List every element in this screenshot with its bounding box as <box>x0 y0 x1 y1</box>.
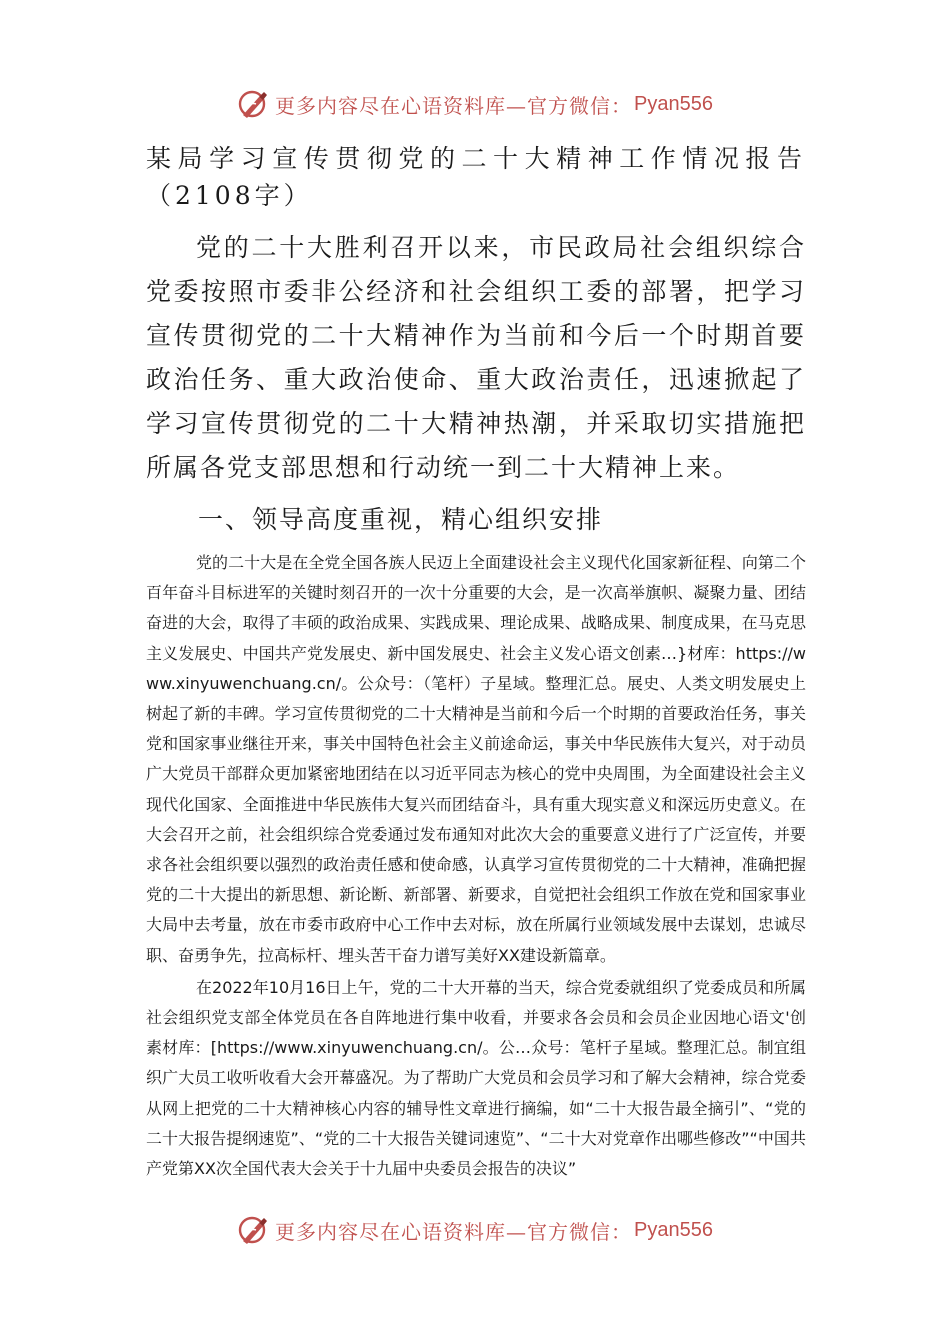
section-heading-1: 一、领导高度重视，精心组织安排 <box>198 505 604 534</box>
footer-banner <box>0 1210 950 1250</box>
banner-text: 更多内容尽在心语资料库—官方微信： <box>275 1219 633 1244</box>
lead-paragraph: 党的二十大胜利召开以来，市民政局社会组织综合党委按照市委非公经济和社会组织工委的部署，把学习宣传贯彻党的二十大精神作为当前和今后一个时期首要政治任务、重大政治使命、重大政治责任，迅速掀起了学习宣传贯彻党的二十大精神热潮，并采取切实措施把所属各党支部思想和行动统一到二十大精神上来。 <box>146 233 806 482</box>
banner-wechat-id: Pyan556 <box>634 92 713 115</box>
document-title: 某局学习宣传贯彻党的二十大精神工作情况报告（2108字） <box>146 144 806 210</box>
body-paragraph-1: 党的二十大是在全党全国各族人民迈上全面建设社会主义现代化国家新征程、向第二个百年奋斗目标进军的关键时刻召开的一次十分重要的大会，是一次高举旗帜、凝聚力量、团结奋进的大会，取得了丰硕的政治成果、实践成果、理论成果、战略成果、制度成果，在马克思主义发展史、中国共产党发展史、新中国发展史、社会主义发心语文创素…}材库：https://www.xinyuwenchuang.cn/。公众号：（笔杆）子星域。整理汇总。展史、人类文明发展史上树起了新的丰碑。学习宣传贯彻党的二十大精神是当前和今后一个时期的首要政治任务，事关党和国家事业继往开来，事关中国特色社会主义前途命运，事关中华民族伟大复兴，对于动员广大党员干部群众更加紧密地团结在以习近平同志为核心的党中央周围，为全面建设社会主义现代化国家、全面推进中华民族伟大复兴而团结奋斗，具有重大现实意义和深远历史意义。在大会召开之前，社会组织综合党委通过发布通知对此次大会的重要意义进行了广泛宣传，并要求各社会组织要以强烈的政治责任感和使命感，认真学习宣传贯彻党的二十大精神，准确把握党的二十大提出的新思想、新论断、新部署、新要求，自觉把社会组织工作放在党和国家事业大局中去考量，放在市委市政府中心工作中去对标，放在所属行业领域发展中去谋划，忠诚尽职、奋勇争先，拉高标杆、埋头苦干奋力谱写美好XX建设新篇章。 <box>146 553 806 965</box>
header-banner <box>0 84 950 124</box>
body-paragraph-2: 在2022年10月16日上午，党的二十大开幕的当天，综合党委就组织了党委成员和所属社会组织党支部全体党员在各自阵地进行集中收看，并要求各会员和会员企业因地心语文'创素材库：[https://www.xinyuwenchuang.cn/。公…众号：笔杆子星域。整理汇总。制宜组织广大员工收听收看大会开幕盛况。为了帮助广大党员和会员学习和了解大会精神，综合党委从网上把党的二十大精神核心内容的辅导性文章进行摘编，如“二十大报告最全摘引”、“党的二十大报告提纲速览”、“党的二十大报告关键词速览”、“二十大对党章作出哪些修改”“中国共产党第XX次全国代表大会关于十九届中央委员会报告的决议” <box>146 977 806 1179</box>
banner-text: 更多内容尽在心语资料库—官方微信： <box>275 93 633 118</box>
document-body <box>146 140 806 1184</box>
pen-logo-icon <box>237 87 271 121</box>
banner-wechat-id: Pyan556 <box>634 1218 713 1241</box>
pen-logo-icon <box>237 1213 271 1247</box>
